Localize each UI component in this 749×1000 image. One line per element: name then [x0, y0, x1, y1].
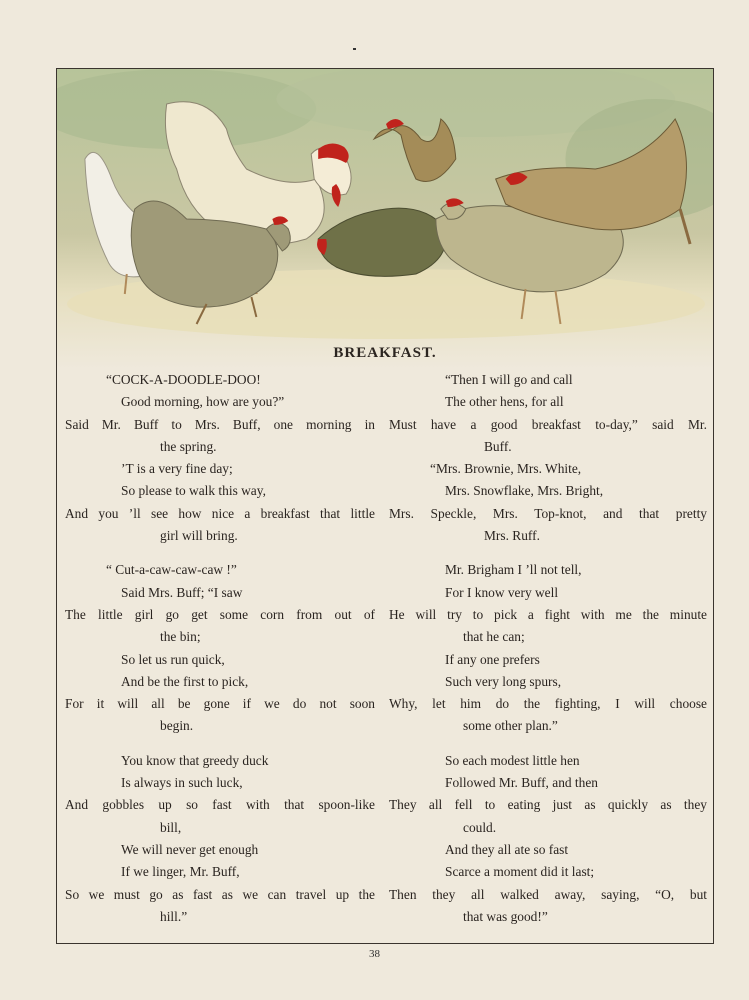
poem-line: And gobbles up so fast with that spoon-like	[65, 797, 375, 813]
illustration-frame	[56, 68, 714, 944]
poem-line: So please to walk this way,	[121, 483, 266, 499]
poem-line: “COCK-A-DOODLE-DOO!	[106, 372, 261, 387]
poem-line: Mr. Brigham I ’ll not tell,	[445, 562, 582, 578]
poem-line: Then they all walked away, saying, “O, but	[389, 886, 707, 902]
poem-line: For it will all be gone if we do not soon	[65, 696, 375, 712]
poem-line: If any one prefers	[445, 651, 540, 667]
poem-line: “ Cut-a-caw-caw-caw !”	[106, 562, 237, 578]
poem-line-continuation: hill.”	[160, 908, 188, 924]
poem-line: If we linger, Mr. Buff,	[121, 864, 240, 880]
poem-title: BREAKFAST.	[333, 345, 437, 361]
poem-line-continuation: bill,	[160, 819, 182, 835]
poem-line: Mrs. Speckle, Mrs. Top-knot, and that pretty	[389, 505, 707, 521]
poem-line: And they all ate so fast	[445, 841, 569, 857]
poem-line: And you ’ll see how nice a breakfast that little	[65, 505, 375, 521]
poem-line: Said Mrs. Buff; “I saw	[121, 584, 243, 600]
poem-line: Is always in such luck,	[121, 775, 243, 791]
poem-line: Must have a good breakfast to-day,” said Mr.	[389, 416, 707, 432]
poem-line-continuation: Buff.	[484, 438, 512, 454]
poem-line-continuation: Mrs. Ruff.	[484, 528, 540, 544]
poem-line: We will never get enough	[121, 841, 259, 857]
poem-line: “Mrs. Brownie, Mrs. White,	[430, 461, 582, 477]
poem-line: The little girl go get some corn from out of	[65, 606, 375, 622]
poem-line-continuation: that was good!”	[463, 908, 548, 924]
poem-line-continuation: the bin;	[160, 629, 201, 645]
chickens-illustration	[57, 69, 713, 369]
poem-line: Why, let him do the fighting, I will choose	[389, 696, 707, 712]
poem-line: Scarce a moment did it last;	[445, 864, 595, 880]
poem-line: Followed Mr. Buff, and then	[445, 775, 598, 791]
poem-line-continuation: begin.	[160, 718, 194, 734]
poem-line: “Then I will go and call	[445, 372, 573, 387]
poem-line-continuation: some other plan.”	[463, 718, 558, 734]
poem-line: Mrs. Snowflake, Mrs. Bright,	[445, 483, 604, 499]
poem-line-continuation: could.	[463, 819, 497, 835]
poem-line-continuation: that he can;	[463, 629, 525, 645]
poem-line: They all fell to eating just as quickly as they	[389, 797, 707, 813]
poem-line: Good morning, how are you?”	[121, 394, 285, 410]
poem-line-continuation: the spring.	[160, 438, 217, 454]
poem-line: So each modest little hen	[445, 752, 580, 768]
poem-line: So we must go as fast as we can travel up the	[65, 886, 375, 902]
right-column	[389, 369, 707, 928]
poem-line: So let us run quick,	[121, 651, 225, 667]
page-mark	[353, 48, 356, 50]
poem-line: For I know very well	[445, 584, 559, 600]
poem-line: ’T is a very fine day;	[121, 461, 233, 477]
poem-line-continuation: girl will bring.	[160, 528, 238, 544]
poem-line: You know that greedy duck	[121, 752, 269, 768]
page-number: 38	[369, 948, 380, 960]
poem-line: The other hens, for all	[445, 394, 564, 410]
left-column	[65, 369, 375, 928]
poem-line: Said Mr. Buff to Mrs. Buff, one morning in	[65, 416, 375, 432]
poem-line: He will try to pick a fight with me the minute	[389, 606, 707, 622]
poem-line: Such very long spurs,	[445, 673, 562, 689]
poem-line: And be the first to pick,	[121, 673, 249, 689]
